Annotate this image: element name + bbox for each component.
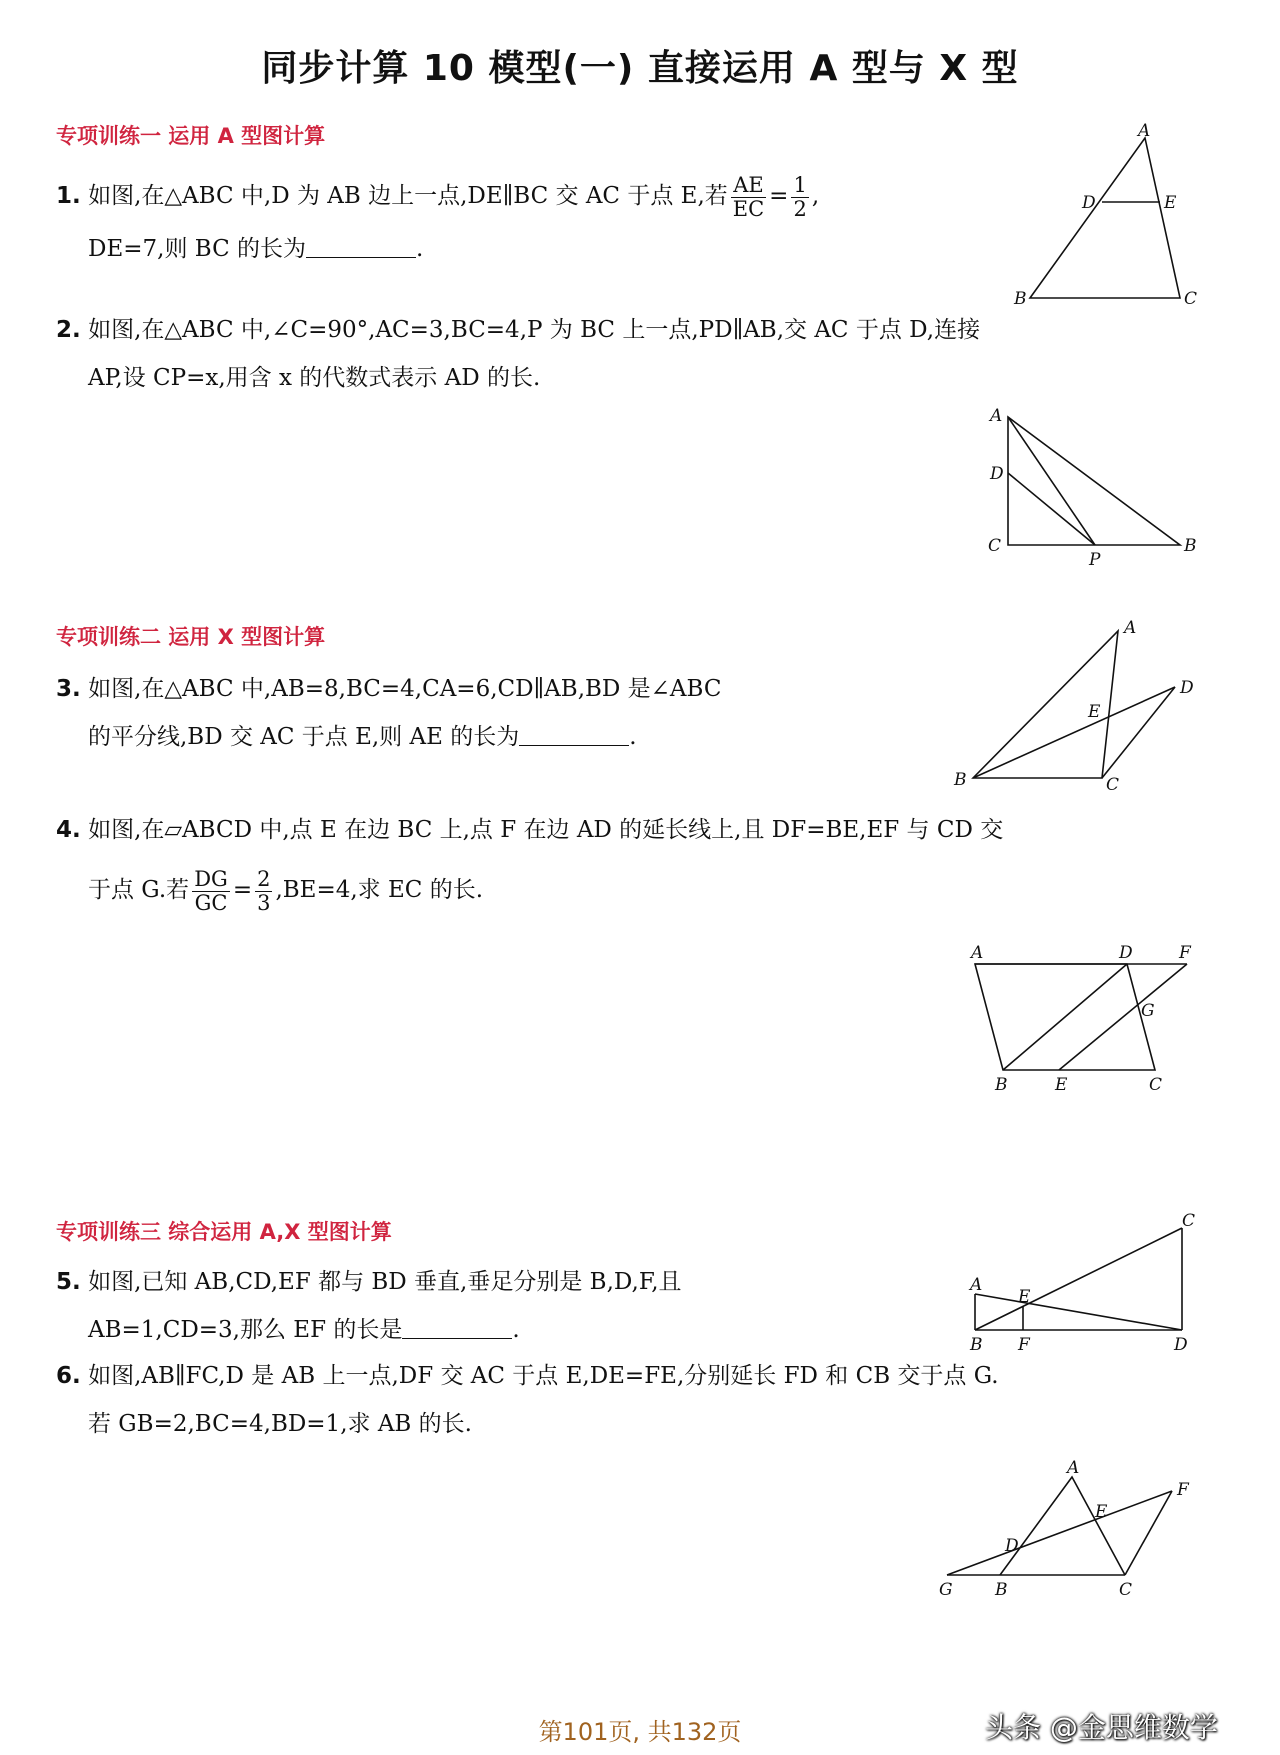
segment-ap [1008, 417, 1095, 545]
figure-3-x-shape [950, 615, 1200, 795]
fraction-two-thirds [255, 868, 272, 915]
label-b: B [995, 1075, 1008, 1095]
label-f: F [1179, 943, 1191, 963]
question-text: 如图,在△ABC 中,D 为 AB 边上一点,DE∥BC 交 AC 于点 E,若 [88, 183, 728, 209]
watermark: 头条 @金思维数学 [985, 1711, 1218, 1744]
question-text: 如图,在▱ABCD 中,点 E 在边 BC 上,点 F 在边 AD 的延长线上,且 DF=BE,EF 与 CD 交 [88, 817, 1004, 843]
label-c: C [1119, 1580, 1133, 1600]
segment-bc [975, 1228, 1182, 1330]
label-c: C [1184, 289, 1198, 309]
label-e: E [1164, 193, 1177, 213]
segment-dp [1008, 473, 1095, 545]
label-d: D [1174, 1335, 1188, 1355]
triangle-acb [1008, 417, 1180, 545]
fraction-numerator: AE [731, 174, 766, 198]
label-a: A [970, 1275, 983, 1295]
question-2 [56, 306, 980, 402]
figure-6-mixed [935, 1455, 1200, 1605]
answer-blank[interactable] [519, 721, 629, 746]
fraction-ae-ec [731, 174, 766, 221]
page-title: 同步计算 10 模型(一) 直接运用 A 型与 X 型 [261, 48, 1019, 89]
period: . [512, 1317, 520, 1343]
fraction-denominator: GC [194, 890, 228, 915]
question-5 [56, 1258, 682, 1354]
section-heading-2: 专项训练二 运用 X 型图计算 [56, 625, 326, 649]
equals-sign: = [232, 877, 253, 903]
label-b: B [995, 1580, 1008, 1600]
label-a: A [990, 406, 1003, 426]
fraction-denominator: 2 [793, 196, 807, 221]
label-d: D [990, 464, 1004, 484]
question-text-line2: AP,设 CP=x,用含 x 的代数式表示 AD 的长. [88, 365, 541, 391]
label-a: A [1067, 1458, 1080, 1478]
question-4 [56, 806, 1003, 915]
question-number: 4. [56, 817, 81, 843]
figure-1-triangle [1000, 120, 1220, 320]
label-b: B [1014, 289, 1027, 309]
segment-ad [975, 1294, 1182, 1330]
fraction-denominator: 3 [257, 890, 271, 915]
label-b: B [1184, 536, 1197, 556]
label-e: E [1018, 1287, 1031, 1307]
question-number: 2. [56, 317, 81, 343]
fraction-numerator: 2 [257, 866, 271, 891]
label-b: B [970, 1335, 983, 1355]
question-text-line2: 的平分线,BD 交 AC 于点 E,则 AE 的长为 [88, 724, 520, 750]
fraction-denominator: EC [732, 196, 765, 221]
label-a: A [1138, 121, 1151, 141]
figure-5-perpendiculars [960, 1210, 1200, 1355]
equals-sign: = [769, 183, 789, 209]
question-number: 3. [56, 676, 81, 702]
question-6 [56, 1352, 999, 1448]
label-e: E [1088, 702, 1101, 722]
fraction-numerator: DG [194, 866, 228, 891]
label-f: F [1018, 1335, 1030, 1355]
label-d: D [1180, 678, 1194, 698]
question-text: 如图,AB∥FC,D 是 AB 上一点,DF 交 AC 于点 E,DE=FE,分别延长 FD 和 CB 交于点 G. [88, 1363, 999, 1389]
label-b: B [954, 770, 967, 790]
figure-2-right-triangle [980, 405, 1200, 570]
triangle-sides-ab-ac [1000, 1477, 1125, 1575]
question-text: 如图,已知 AB,CD,EF 都与 BD 垂直,垂足分别是 B,D,F,且 [88, 1269, 682, 1295]
label-a: A [1124, 618, 1137, 638]
question-text-line2a: 于点 G.若 [88, 877, 190, 903]
label-g: G [1141, 1001, 1155, 1021]
question-1 [56, 172, 819, 273]
fraction-one-half [791, 174, 808, 221]
question-number: 6. [56, 1363, 81, 1389]
label-d: D [1119, 943, 1133, 963]
fraction-numerator: 1 [793, 172, 807, 197]
question-text: 如图,在△ABC 中,AB=8,BC=4,CA=6,CD∥AB,BD 是∠ABC [88, 676, 722, 702]
segment-ef [1059, 964, 1187, 1070]
question-number: 5. [56, 1269, 81, 1295]
question-number: 1. [56, 183, 81, 209]
label-d: D [1005, 1536, 1019, 1556]
label-a: A [971, 943, 984, 963]
comma: , [811, 183, 820, 209]
segment-bd [1003, 964, 1127, 1070]
section-heading-3: 专项训练三 综合运用 A,X 型图计算 [56, 1220, 392, 1244]
question-text-line2: AB=1,CD=3,那么 EF 的长是 [88, 1317, 403, 1343]
period: . [416, 235, 424, 262]
label-c: C [1182, 1211, 1196, 1231]
figure-4-parallelogram [955, 940, 1215, 1100]
section-heading-1: 专项训练一 运用 A 型图计算 [56, 124, 326, 148]
label-c: C [1106, 775, 1120, 795]
line-gf [947, 1491, 1172, 1575]
answer-blank[interactable] [402, 1314, 512, 1339]
segment-bd [973, 687, 1175, 778]
label-e: E [1095, 1502, 1108, 1522]
label-c: C [1149, 1075, 1163, 1095]
segment-cd [1102, 687, 1175, 778]
question-text-line2: 若 GB=2,BC=4,BD=1,求 AB 的长. [88, 1411, 472, 1437]
period: . [629, 724, 637, 750]
question-text-line2: DE=7,则 BC 的长为 [88, 235, 306, 262]
label-d: D [1082, 193, 1096, 213]
question-3 [56, 665, 721, 761]
label-c: C [988, 536, 1002, 556]
fraction-dg-gc [192, 868, 230, 915]
question-text: 如图,在△ABC 中,∠C=90°,AC=3,BC=4,P 为 BC 上一点,PD∥AB,交 AC 于点 D,连接 [88, 317, 981, 343]
segment-cf [1125, 1491, 1172, 1575]
page-number-footer: 第101页, 共132页 [538, 1718, 742, 1746]
question-text-line2b: ,BE=4,求 EC 的长. [275, 877, 484, 903]
label-e: E [1055, 1075, 1068, 1095]
label-g: G [939, 1580, 953, 1600]
answer-blank[interactable] [306, 233, 416, 258]
triangle-abc [1030, 138, 1180, 298]
label-f: F [1177, 1480, 1189, 1500]
label-p: P [1089, 550, 1101, 570]
